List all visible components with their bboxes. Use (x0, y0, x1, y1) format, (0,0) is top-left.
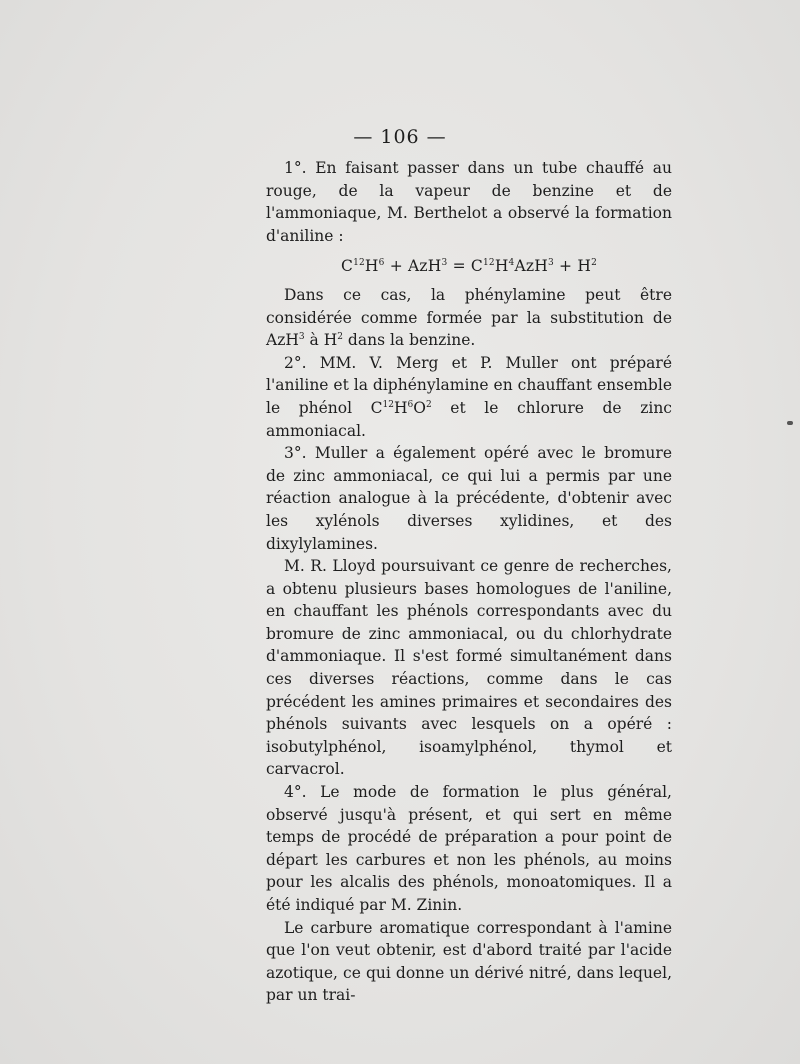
paragraph-4: 3°. Muller a également opéré avec le bromure de zinc ammoniacal, ce qui lui a permis par une réaction analogue à la précédente, d'obtenir avec les xylénols diverses xylidines, et des dixylylamines. (266, 444, 672, 553)
paragraph-1: 1°. En faisant passer dans un tube chauffé au rouge, de la vapeur de benzine et de l'ammoniaque, M. Berthelot a observé la formation d'aniline : (266, 159, 672, 245)
equation-text: $C^{12}H^6 + AzH^3 = C^{12}H^4AzH^3 + H^2$ (341, 257, 597, 276)
paragraph-6: 4°. Le mode de formation le plus général, observé jusqu'à présent, et qui sert en même temps de procédé de préparation a pour point de départ les carbures et non les phénols, au moins pour les alcalis des phénols, monoatomiques. Il a été indiqué par M. Zinin. (266, 783, 672, 914)
ink-fleck (787, 421, 793, 425)
paragraph-2: Dans ce cas, la phénylamine peut être considérée comme formée par la substitution de AzH$^3$ à $H^2$ dans la benzine. (266, 285, 672, 350)
body-text (266, 157, 672, 1007)
page-number: — 106 — (353, 126, 447, 148)
paragraph-3: 2°. MM. V. Merg et P. Muller ont préparé l'aniline et la diphénylamine en chauffant ensemble le phénol $C^{12}H^6O^2$ et le chlorure de zinc ammoniacal. (266, 353, 672, 440)
equation (266, 255, 672, 278)
paragraph-7: Le carbure aromatique correspondant à l'amine que l'on veut obtenir, est d'abord traité par l'acide azotique, ce qui donne un dérivé nitré, dans lequel, par un trai- (266, 918, 672, 1005)
paragraph-5: M. R. Lloyd poursuivant ce genre de recherches, a obtenu plusieurs bases homologues de l'aniline, en chauffant les phénols correspondants avec du bromure de zinc ammoniacal, ou du chlorhydrate d'ammoniaque. Il s'est formé simultanément dans ces diverses réactions, comme dans le cas précédent les amines primaires et secondaires des phénols suivants avec lesquels on a opéré : isobutylphénol, isoamylphénol, thymol et carvacrol. (266, 557, 672, 779)
